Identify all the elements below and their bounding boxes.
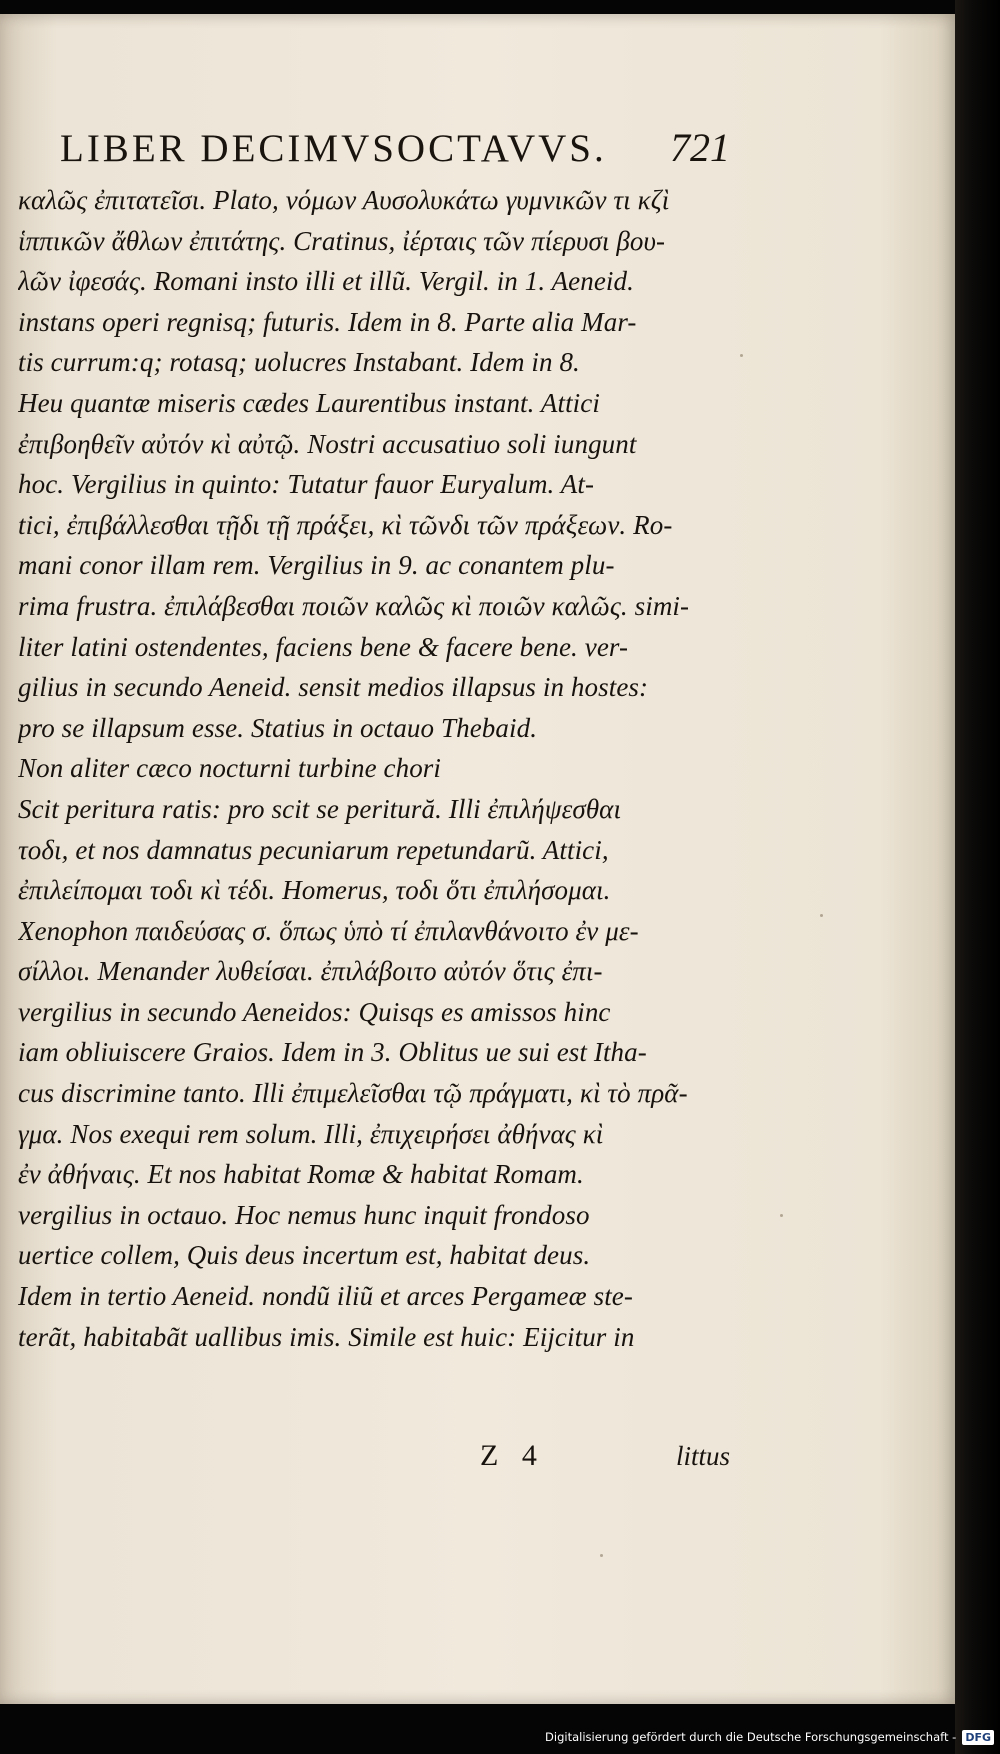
text-line: tici, ἐπιβάλλεσθαι τῇδι τῇ πράξει, κὶ τῶνδι τῶν πράξεων. Ro- <box>18 509 673 540</box>
text-line: gilius in secundo Aeneid. sensit medios illapsus in hostes: <box>18 672 649 703</box>
book-page <box>0 14 955 1704</box>
text-block <box>18 180 728 1357</box>
text-line: Idem in tertio Aeneid. nondũ iliũ et arces Pergameæ ste- <box>18 1281 633 1312</box>
text-line: Xenophon παιδεύσας σ. ὅπως ὑπὸ τί ἐπιλανθάνοιτο ἐν με- <box>18 915 639 946</box>
running-head <box>60 124 730 174</box>
text-line: λῶν ἰφεσάς. Romani insto illi et illũ. Vergil. in 1. Aeneid. <box>18 266 634 297</box>
text-line: Non aliter cæco nocturni turbine chori <box>18 753 442 784</box>
text-line: Scit peritura ratis: pro scit se peritură. Illi ἐπιλήψεσθαι <box>18 793 622 824</box>
text-line: cus discrimine tanto. Illi ἐπιμελεῖσθαι τῷ πράγματι, κὶ τὸ πρᾶ- <box>18 1078 688 1109</box>
text-line: vergilius in octauo. Hoc nemus hunc inquit frondoso <box>18 1199 590 1230</box>
catchword: littus <box>675 1441 730 1471</box>
text-line: γμα. Nos exequi rem solum. Illi, ἐπιχειρήσει ἀθήνας κὶ <box>18 1118 604 1149</box>
text-line: rima frustra. ἐπιλάβεσθαι ποιῶν καλῶς κὶ ποιῶν καλῶς. simi- <box>18 590 690 621</box>
text-line: Heu quantæ miseris cædes Laurentibus instant. Attici <box>18 387 600 418</box>
text-line: terãt, habitabãt uallibus imis. Simile est huic: Eijcitur in <box>18 1321 635 1352</box>
text-line: ἱππικῶν ἄθλων ἐπιτάτης. Cratinus, ἰέρταις τῶν πίερυσι βου- <box>18 225 666 256</box>
page-number: 721 <box>670 125 730 170</box>
text-line: liter latini ostendentes, faciens bene & facere bene. ver- <box>18 631 629 662</box>
text-line: uertice collem, Quis deus incertum est, habitat deus. <box>18 1240 591 1271</box>
text-line: pro se illapsum esse. Statius in octauo Thebaid. <box>18 712 538 743</box>
signature-mark: Z 4 <box>480 1439 545 1472</box>
dfg-logo: DFG <box>962 1730 994 1745</box>
paper-speck <box>780 1214 783 1217</box>
text-line: σίλλοι. Menander λυθείσαι. ἐπιλάβοιτο αὐτόν ὅτις ἐπι- <box>18 956 603 987</box>
paper-speck <box>740 354 743 357</box>
paper-speck <box>820 914 823 917</box>
text-line: instans operi regnisq; futuris. Idem in 8. Parte alia Mar- <box>18 306 637 337</box>
text-line: ἐπιλείπομαι τοδι κὶ τέδι. Homerus, τοδι ὅτι ἐπιλήσομαι. <box>18 875 611 906</box>
signature-line <box>480 1439 730 1479</box>
footer <box>545 1726 994 1748</box>
text-line: hoc. Vergilius in quinto: Tutatur fauor Euryalum. At- <box>18 469 595 500</box>
text-line: ἐν ἀθήναις. Et nos habitat Romæ & habitat Romam. <box>18 1159 584 1190</box>
text-line: καλῶς ἐπιτατεῖσι. Plato, νόμων Αυσολυκάτω γυμνικῶν τι κζὶ <box>18 185 670 215</box>
text-line: ἐπιβοηθεῖν αὐτόν κὶ αὐτῷ. Nostri accusatiuo soli iungunt <box>18 428 637 459</box>
text-line: τοδι, et nos damnatus pecuniarum repetundarũ. Attici, <box>18 834 609 865</box>
running-title: LIBER DECIMVSOCTAVVS. <box>60 127 607 170</box>
text-line: iam obliuiscere Graios. Idem in 3. Oblitus ue sui est Itha- <box>18 1037 647 1068</box>
scan-background <box>955 0 1000 1754</box>
text-line: tis currum:q; rotasq; uolucres Instabant. Idem in 8. <box>18 347 580 378</box>
text-line: mani conor illam rem. Vergilius in 9. ac conantem plu- <box>18 550 615 581</box>
paper-speck <box>600 1554 603 1557</box>
footer-credit: Digitalisierung gefördert durch die Deutsche Forschungsgemeinschaft - <box>545 1730 957 1744</box>
text-line: vergilius in secundo Aeneidos: Quisqs es amissos hinc <box>18 996 611 1027</box>
